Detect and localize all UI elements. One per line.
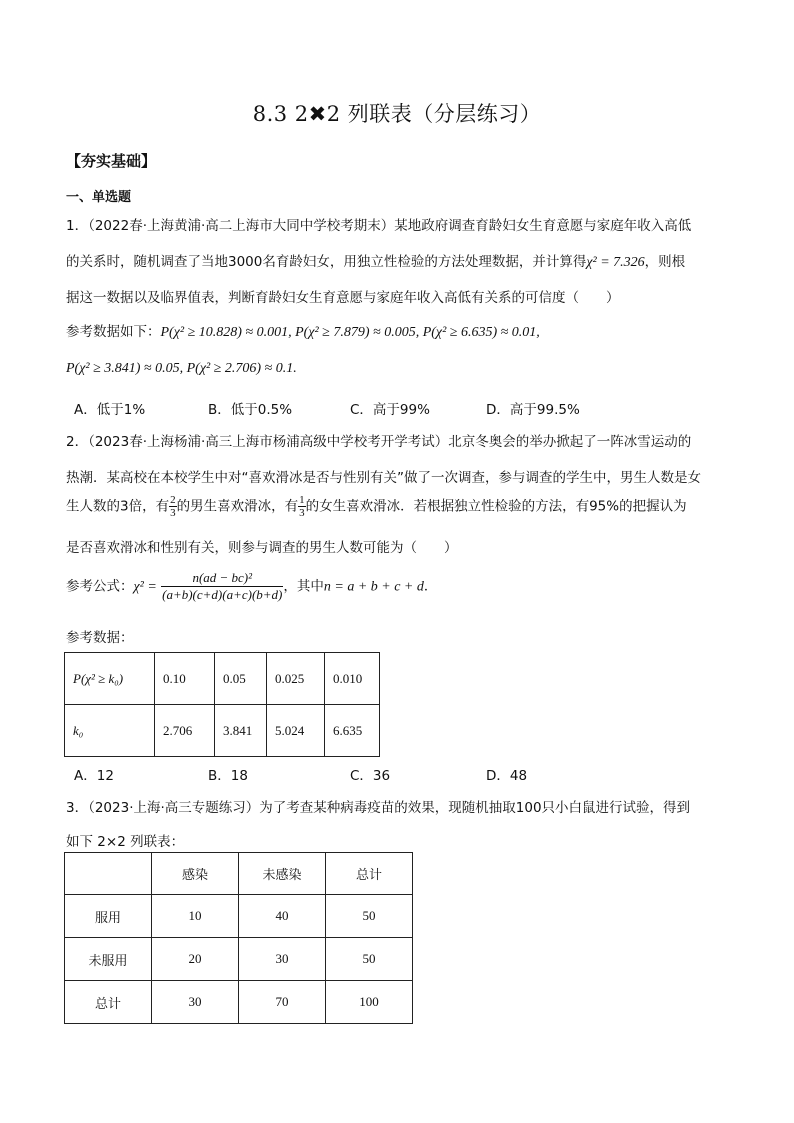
section-heading: 【夯实基础】 bbox=[66, 152, 157, 170]
q1-option-b[interactable]: B．低于0.5% bbox=[208, 402, 293, 418]
q2-fraction-two-thirds: $\frac{2}{3}$ bbox=[170, 494, 176, 519]
table-row: 服用 10 40 50 bbox=[65, 895, 413, 938]
q2-option-c[interactable]: C．36 bbox=[350, 768, 391, 784]
q3-contingency-table bbox=[64, 852, 413, 1024]
page-title: 8.3 2✖2 列联表（分层练习） bbox=[252, 102, 542, 126]
q2-chi-square-fraction: $\frac{\text{n(ad − bc)²}}{(a+b)(c+d)(a+c)(b+d)}$ bbox=[162, 570, 283, 602]
q1-line-2: 的关系时，随机调查了当地3000名育龄妇女，用独立性检验的方法处理数据，并计算得χ² = 7.326，则根 bbox=[66, 254, 686, 270]
q1-option-a[interactable]: A．低于1% bbox=[74, 402, 146, 418]
table-row: 未服用 20 30 50 bbox=[65, 938, 413, 981]
q2-option-a[interactable]: A．12 bbox=[74, 768, 114, 784]
table-row: k₀ 2.706 3.841 5.024 6.635 bbox=[65, 705, 380, 757]
q2-formula: 参考公式：χ² = $\frac{\text{n(ad − bc)²}}{(a+b)(c+d)(a+c)(b+d)}$ ，其中n = a + b + c + d． bbox=[66, 570, 438, 602]
q1-ref-formula-1: P(χ² ≥ 10.828) ≈ 0.001, P(χ² ≥ 7.879) ≈ 0.005, P(χ² ≥ 6.635) ≈ 0.01, bbox=[160, 325, 540, 340]
q1-reference: 参考数据如下：P(χ² ≥ 10.828) ≈ 0.001, P(χ² ≥ 7.879) ≈ 0.005, P(χ² ≥ 6.635) ≈ 0.01, bbox=[66, 324, 540, 340]
q1-chi-value: χ² = 7.326 bbox=[586, 255, 645, 270]
q2-critical-value-table bbox=[64, 652, 380, 757]
q3-line-2: 如下 2×2 列联表： bbox=[66, 834, 185, 850]
q2-option-d[interactable]: D．48 bbox=[486, 768, 528, 784]
q2-option-b[interactable]: B．18 bbox=[208, 768, 248, 784]
q2-data-label: 参考数据： bbox=[66, 630, 134, 646]
table-row: 总计 30 70 100 bbox=[65, 981, 413, 1024]
q2-line-3: 生人数的3倍，有 $\frac{2}{3}$ 的男生喜欢滑冰，有 $\frac{1}{3}$ 的女生喜欢滑冰．若根据独立性检验的方法，有95%的把握认为 bbox=[66, 494, 687, 519]
q1-line-3: 据这一数据以及临界值表，判断育龄妇女生育意愿与家庭年收入高低有关系的可信度（ ） bbox=[66, 290, 620, 306]
q2-line-4: 是否喜欢滑冰和性别有关，则参与调查的男生人数可能为（ ） bbox=[66, 540, 458, 556]
table-row: P(χ² ≥ k₀) 0.10 0.05 0.025 0.010 bbox=[65, 653, 380, 705]
q3-line-1: 3．（2023·上海·高三专题练习）为了考查某种病毒疫苗的效果，现随机抽取100只小白鼠进行试验，得到 bbox=[66, 800, 691, 816]
table-row: 感染 未感染 总计 bbox=[65, 853, 413, 895]
q2-line-1: 2．（2023春·上海杨浦·高三上海市杨浦高级中学校考开学考试）北京冬奥会的举办掀起了一阵冰雪运动的 bbox=[66, 434, 692, 450]
q2-fraction-one-third: $\frac{1}{3}$ bbox=[299, 494, 305, 519]
subsection-heading: 一、单选题 bbox=[66, 190, 132, 205]
q1-option-c[interactable]: C．高于99% bbox=[350, 402, 430, 418]
q1-option-d[interactable]: D．高于99.5% bbox=[486, 402, 580, 418]
q1-line-1: 1．（2022春·上海黄浦·高二上海市大同中学校考期末）某地政府调查育龄妇女生育意愿与家庭年收入高低 bbox=[66, 218, 692, 234]
q1-reference-2 bbox=[66, 360, 297, 377]
q1-ref-formula-2: P(χ² ≥ 3.841) ≈ 0.05, P(χ² ≥ 2.706) ≈ 0.1. bbox=[66, 361, 297, 376]
q2-line-2: 热潮．某高校在本校学生中对“喜欢滑冰是否与性别有关”做了一次调查，参与调查的学生中，男生人数是女 bbox=[66, 470, 701, 486]
